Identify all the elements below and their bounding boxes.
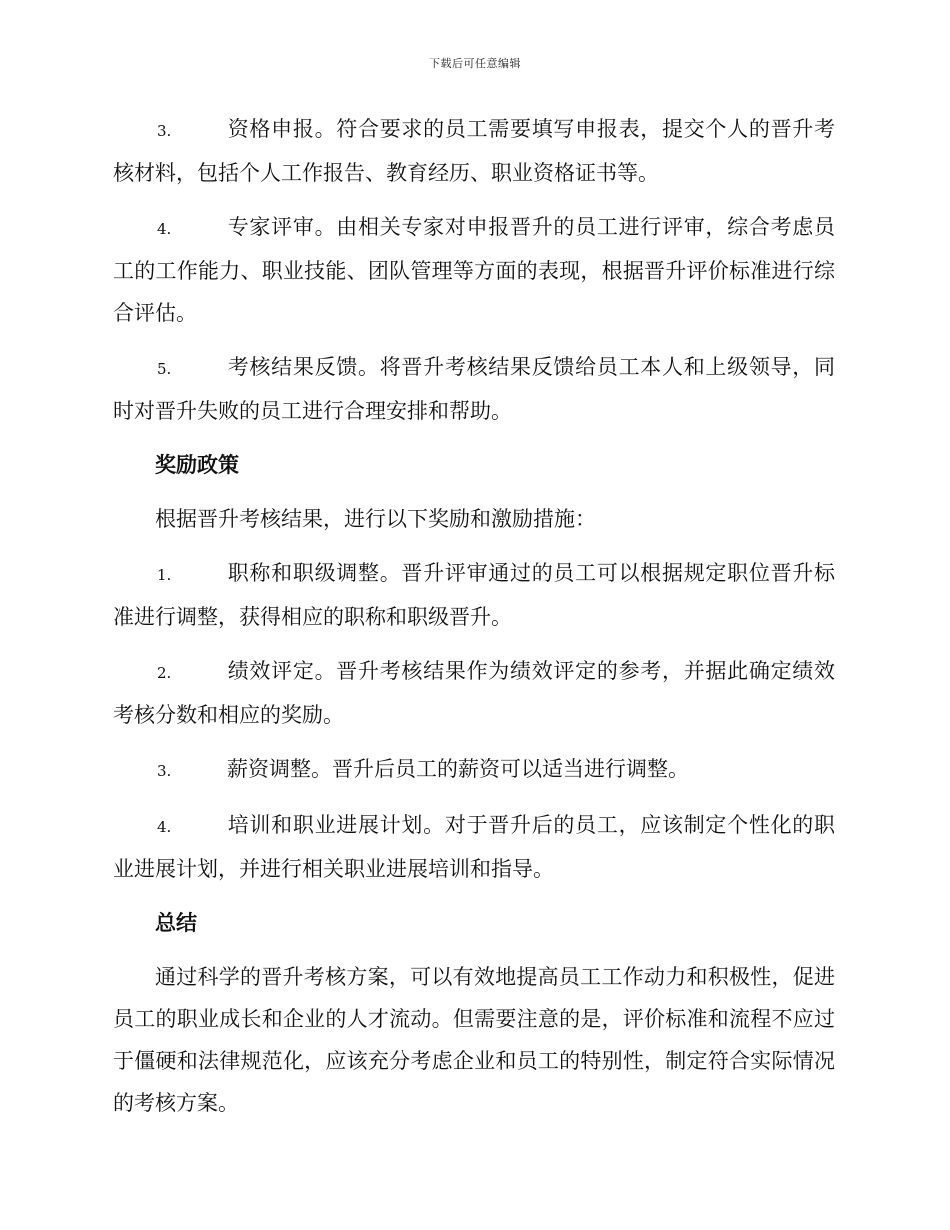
list-item-number: 3. <box>157 122 172 140</box>
list-item <box>113 748 835 792</box>
list-item <box>113 804 835 890</box>
list-item <box>113 108 835 194</box>
list-item-text: 职称和职级调整。晋升评审通过的员工可以根据规定职位晋升标准进行调整，获得相应的职称和职级晋升。 <box>113 561 835 629</box>
list-item <box>113 346 835 432</box>
rewards-intro: 根据晋升考核结果，进行以下奖励和激励措施： <box>155 507 596 531</box>
list-item-number: 5. <box>157 360 172 378</box>
list-item-text: 培训和职业进展计划。对于晋升后的员工，应该制定个性化的职业进展计划，并进行相关职业进展培训和指导。 <box>113 813 835 881</box>
list-item-text: 资格申报。符合要求的员工需要填写申报表，提交个人的晋升考核材料，包括个人工作报告、教育经历、职业资格证书等。 <box>113 117 835 185</box>
document-body <box>113 108 835 1136</box>
list-item-text: 专家评审。由相关专家对申报晋升的员工进行评审，综合考虑员工的工作能力、职业技能、团队管理等方面的表现，根据晋升评价标准进行综合评估。 <box>113 215 835 325</box>
list-item-number: 1. <box>157 566 172 584</box>
list-item-text: 绩效评定。晋升考核结果作为绩效评定的参考，并据此确定绩效考核分数和相应的奖励。 <box>113 659 835 727</box>
list-item-number: 4. <box>157 818 172 836</box>
list-item <box>113 552 835 638</box>
list-item <box>113 206 835 334</box>
list-item-number: 4. <box>157 220 172 238</box>
list-item-text: 考核结果反馈。将晋升考核结果反馈给员工本人和上级领导，同时对晋升失败的员工进行合理安排和帮助。 <box>113 355 835 423</box>
page-header: 下载后可任意编辑 <box>429 57 521 70</box>
section-heading-summary: 总结 <box>155 911 197 935</box>
summary-paragraph: 通过科学的晋升考核方案，可以有效地提高员工工作动力和积极性，促进员工的职业成长和企业的人才流动。但需要注意的是，评价标准和流程不应过于僵硬和法律规范化，应该充分考虑企业和员工的特别性，制定符合实际情况的考核方案。 <box>113 965 835 1115</box>
list-item <box>113 650 835 736</box>
list-item-number: 3. <box>157 762 172 780</box>
list-item-number: 2. <box>157 664 172 682</box>
section-heading-rewards: 奖励政策 <box>155 453 239 477</box>
list-item-text: 薪资调整。晋升后员工的薪资可以适当进行调整。 <box>227 757 689 781</box>
